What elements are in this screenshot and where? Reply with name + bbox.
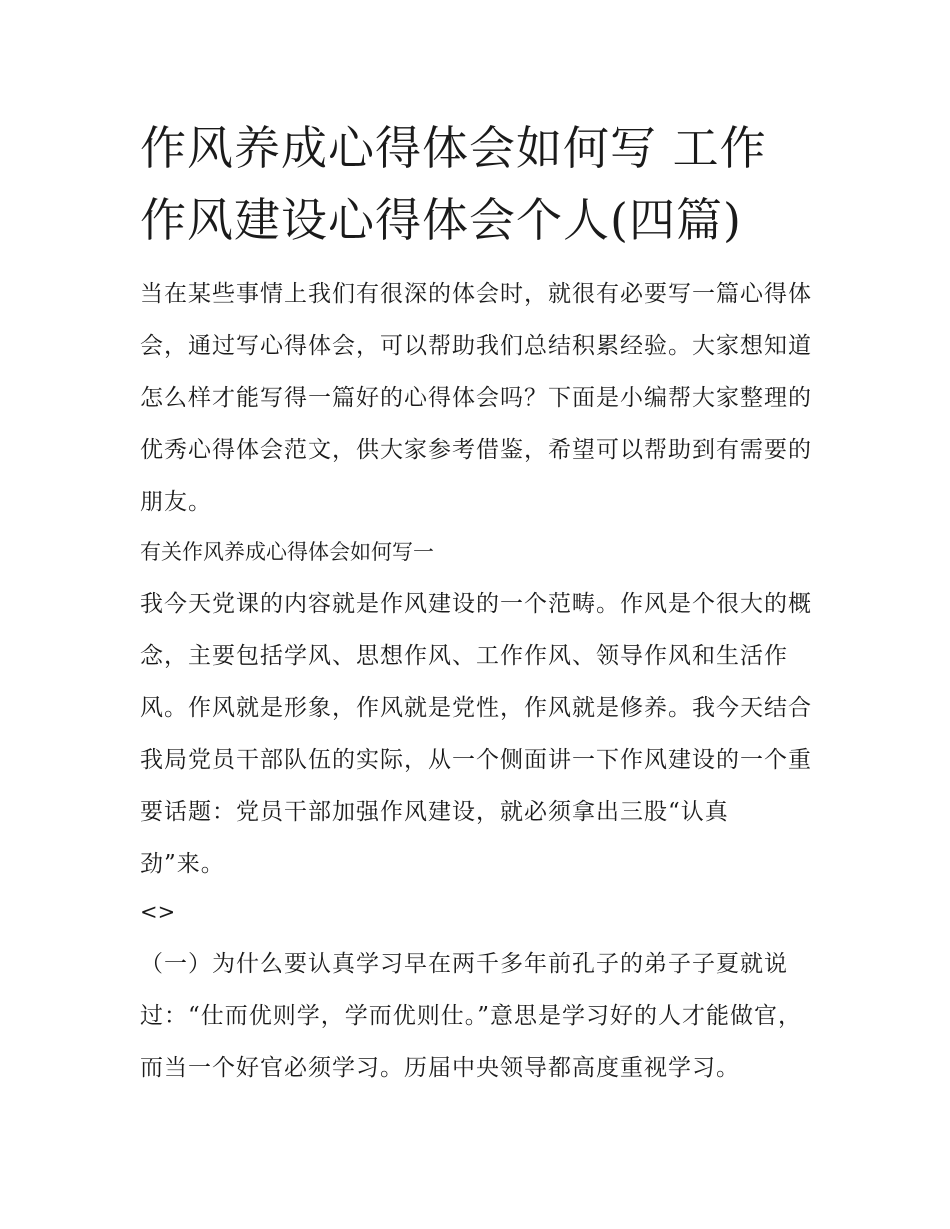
- document-title: 作风养成心得体会如何写 工作作风建设心得体会个人(四篇): [140, 121, 767, 247]
- part-one-paragraph: （一）为什么要认真学习早在两千多年前孔子的弟子子夏就说过：“仕而优则学，学而优则仕。”意思是学习好的人才能做官，而当一个好官必须学习。历届中央领导都高度重视学习。: [140, 951, 803, 1081]
- intro-paragraph: 当在某些事情上我们有很深的体会时，就很有必要写一篇心得体会，通过写心得体会，可以帮助我们总结积累经验。大家想知道怎么样才能写得一篇好的心得体会吗？下面是小编帮大家整理的优秀心得体会范文，供大家参考借鉴，希望可以帮助到有需要的朋友。: [140, 281, 812, 515]
- section-body-paragraph: 我今天党课的内容就是作风建设的一个范畴。作风是个很大的概念，主要包括学风、思想作风、工作作风、领导作风和生活作风。作风就是形象，作风就是党性，作风就是修养。我今天结合我局党员干部队伍的实际，从一个侧面讲一下作风建设的一个重要话题：党员干部加强作风建设，就必须拿出三股“认真劲”来。: [140, 591, 812, 877]
- placeholder-marker: <>: [140, 900, 176, 924]
- section-heading: 有关作风养成心得体会如何写一: [140, 540, 434, 564]
- document-page: [140, 112, 812, 1094]
